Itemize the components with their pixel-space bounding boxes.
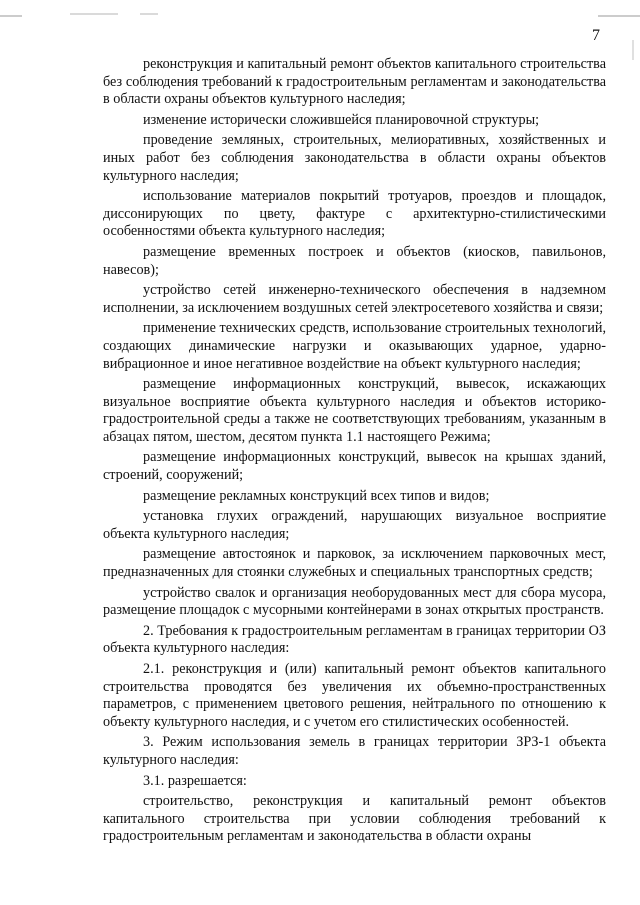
paragraph: использование материалов покрытий тротуаров, проездов и площадок, диссонирующих по цвету, фактуре с архитектурно-стилистическими особенностями объекта культурного наследия;: [103, 188, 606, 240]
paragraph: проведение земляных, строительных, мелиоративных, хозяйственных и иных работ без соблюдения законодательства в области охраны объектов культурного наследия;: [103, 132, 606, 184]
paragraph: размещение информационных конструкций, вывесок, искажающих визуальное восприятие объекта культурного наследия и объектов историко-градостроительной среды а также не соответствующих требованиям, указанным в абзацах пятом, шестом, десятом пункта 1.1 настоящего Режима;: [103, 376, 606, 445]
paragraph: размещение рекламных конструкций всех типов и видов;: [143, 487, 490, 504]
page-number: 7: [592, 27, 600, 44]
paragraph: 2.1. реконструкция и (или) капитальный ремонт объектов капитального строительства проводятся без увеличения их объемно-пространственных параметров, с применением цветового решения, нейтрального по отношению к объекту культурного наследия, и с учетом его стилистических особенностей.: [103, 661, 606, 730]
paragraph: применение технических средств, использование строительных технологий, создающих динамические нагрузки и оказывающих ударное, ударно-вибрационное и иное негативное воздействие на объект культурного наследия;: [103, 320, 606, 372]
paragraph: устройство сетей инженерно-технического обеспечения в надземном исполнении, за исключением воздушных сетей электросетевого хозяйства и связи;: [103, 282, 606, 316]
paragraph: размещение автостоянок и парковок, за исключением парковочных мест, предназначенных для стоянки служебных и специальных транспортных средств;: [103, 546, 606, 581]
paragraph: строительство, реконструкция и капитальный ремонт объектов капитального строительства при условии соблюдения требований к градостроительным регламентам и законодательства в области охраны: [103, 793, 606, 845]
paragraph: установка глухих ограждений, нарушающих визуальное восприятие объекта культурного наследия;: [103, 508, 606, 542]
section-heading: 2. Требования к градостроительным регламентам в границах территории ОЗ объекта культурного наследия:: [103, 622, 606, 657]
document-body: [103, 56, 606, 846]
paragraph: устройство свалок и организация необорудованных мест для сбора мусора, размещение площадок с мусорными контейнерами в зонах открытых пространств.: [103, 584, 606, 619]
section-heading: 3. Режим использования земель в границах территории ЗРЗ-1 объекта культурного наследия:: [103, 734, 606, 768]
paragraph: изменение исторически сложившейся планировочной структуры;: [143, 111, 540, 128]
paragraph: размещение временных построек и объектов (киосков, павильонов, навесов);: [103, 243, 606, 278]
paragraph: размещение информационных конструкций, вывесок на крышах зданий, строений, сооружений;: [103, 449, 606, 484]
paragraph: реконструкция и капитальный ремонт объектов капитального строительства без соблюдения требований к градостроительным регламентам и законодательства в области охраны объектов культурного наследия;: [103, 56, 606, 108]
subsection-heading: 3.1. разрешается:: [143, 772, 247, 789]
